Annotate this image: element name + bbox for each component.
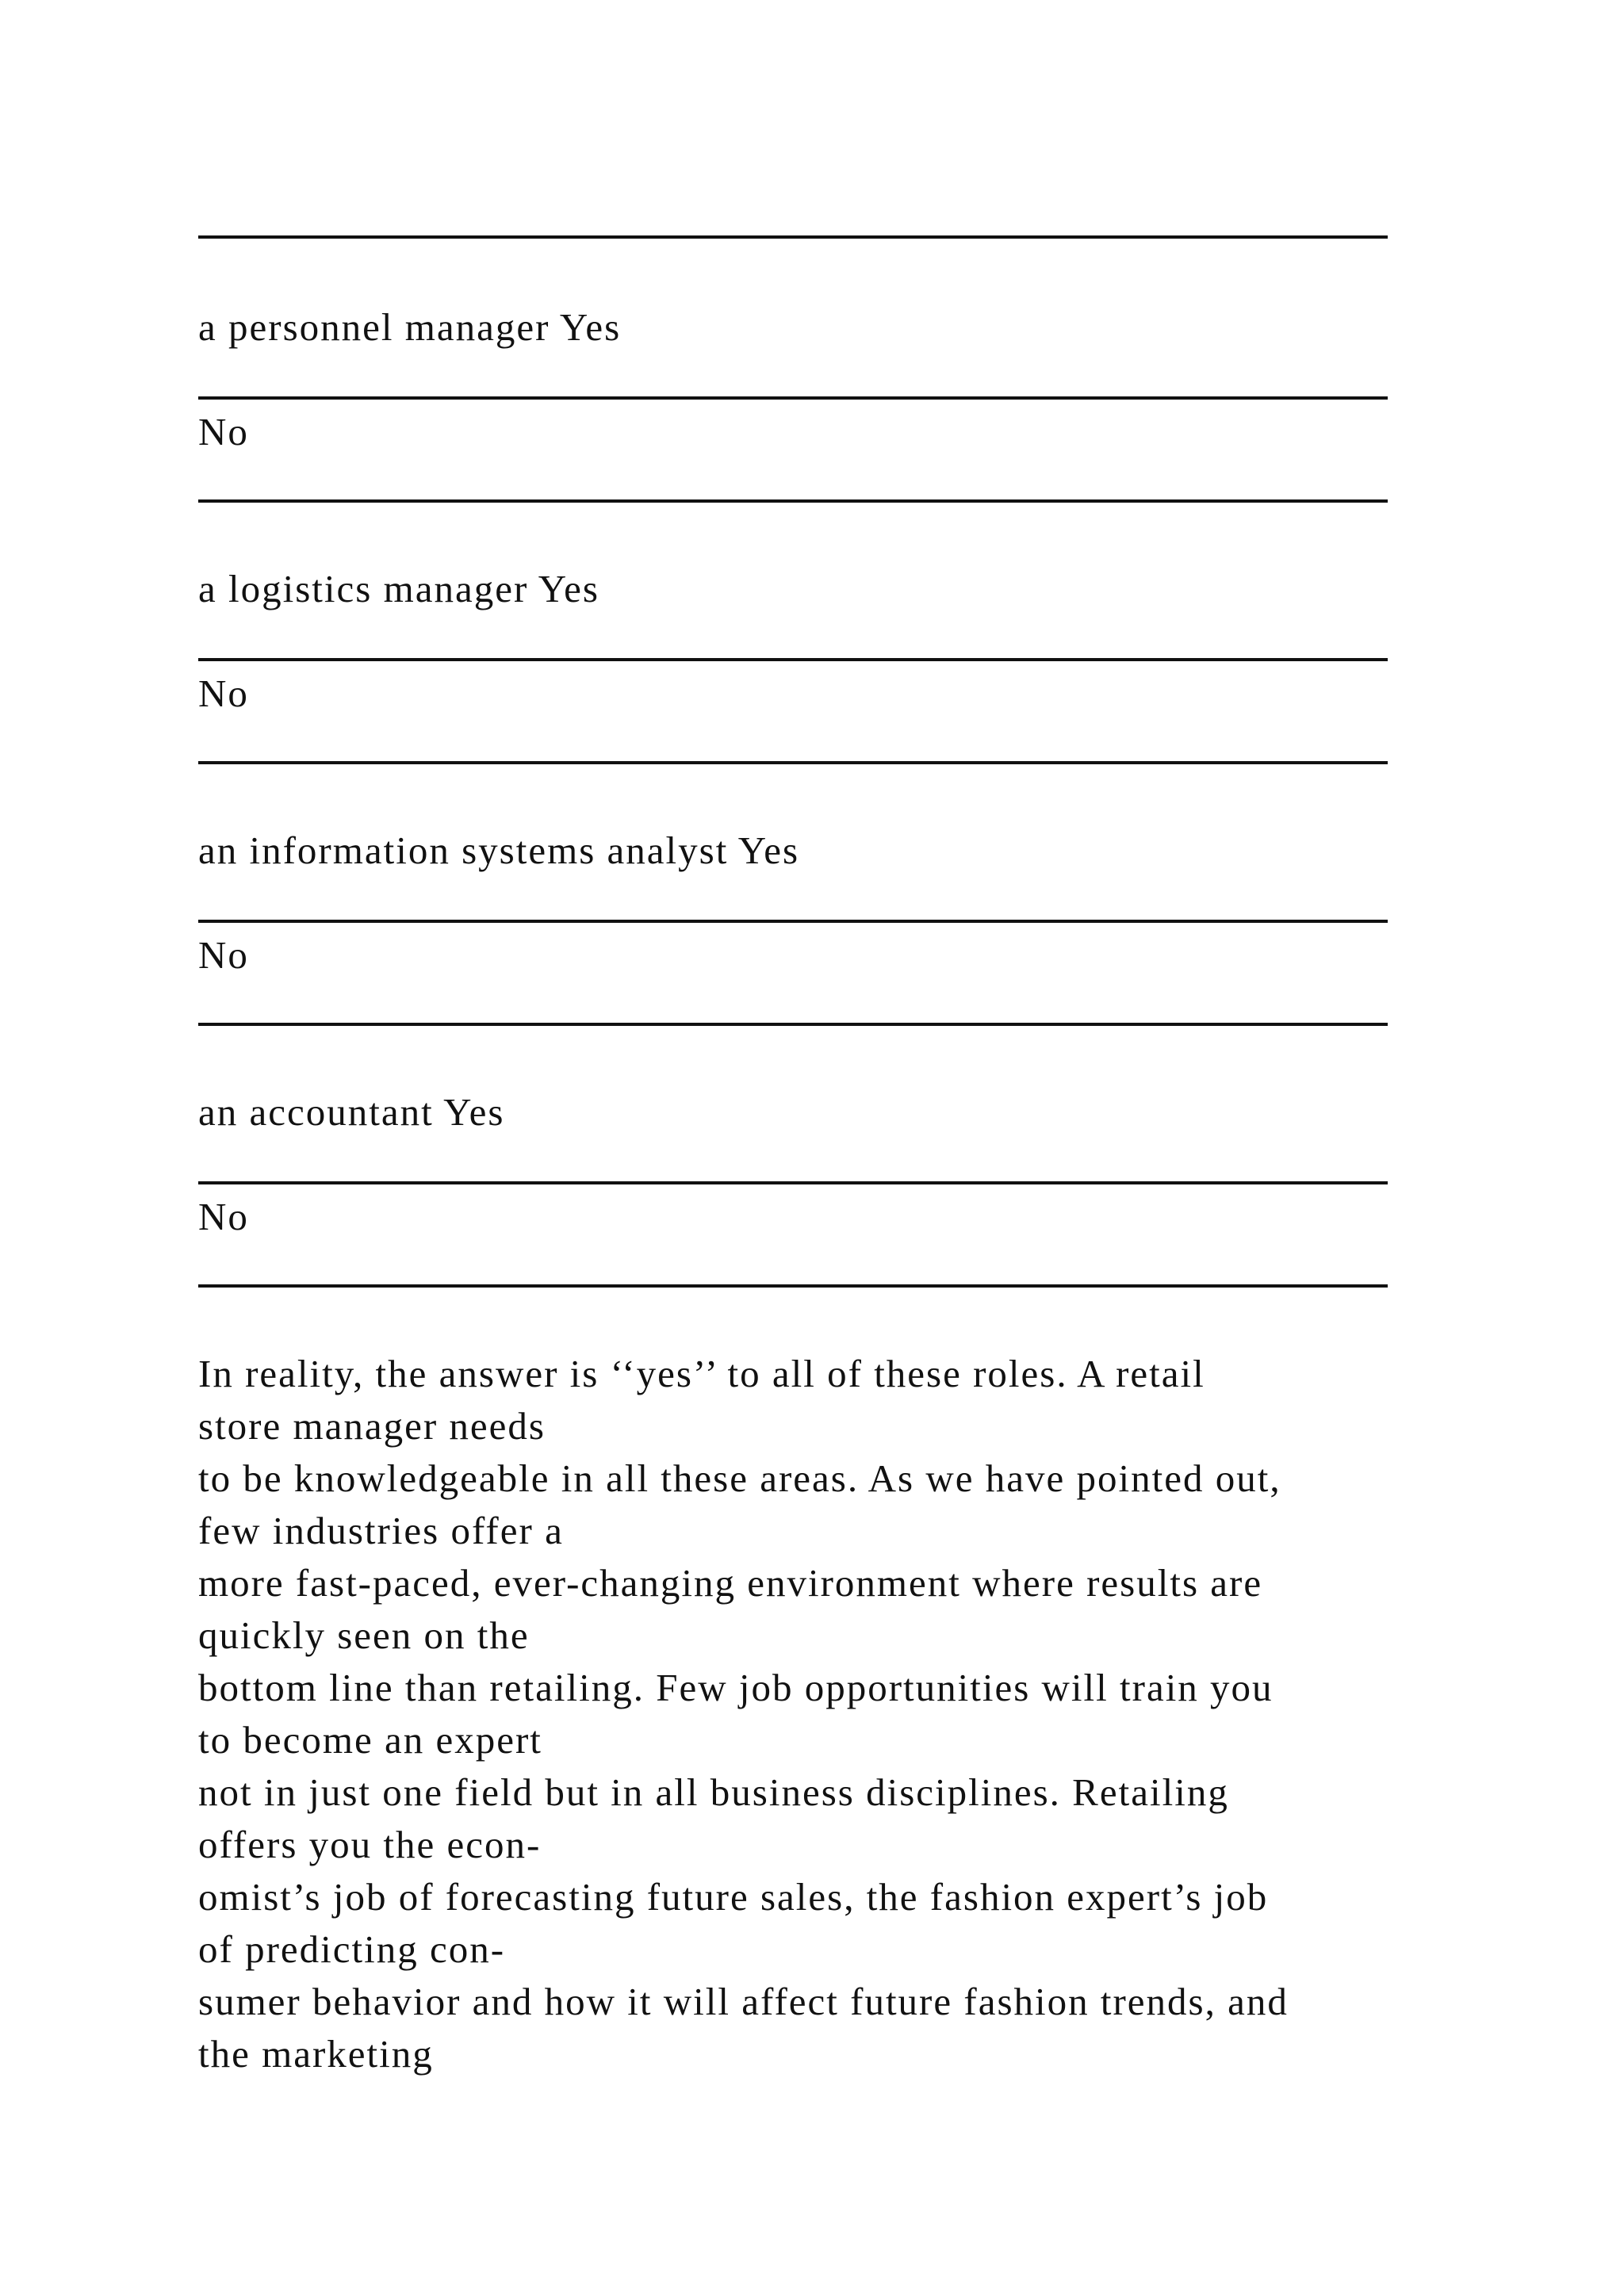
paragraph-line: In reality, the answer is ‘‘yes’’ to all of these roles. A retail bbox=[198, 1352, 1205, 1395]
answer-blank-line bbox=[198, 235, 1388, 239]
paragraph-line: quickly seen on the bbox=[198, 1613, 530, 1657]
answer-blank-line bbox=[198, 761, 1388, 764]
question-personnel-manager: a personnel manager Yes bbox=[198, 305, 622, 349]
answer-blank-line bbox=[198, 658, 1388, 661]
paragraph-line: to become an expert bbox=[198, 1718, 542, 1762]
option-no: No bbox=[198, 672, 249, 715]
paragraph-line: few industries offer a bbox=[198, 1509, 564, 1552]
paragraph-line: to be knowledgeable in all these areas. As we have pointed out, bbox=[198, 1456, 1281, 1500]
option-no: No bbox=[198, 410, 249, 453]
paragraph-line: offers you the econ- bbox=[198, 1823, 542, 1866]
paragraph-line: the marketing bbox=[198, 2032, 434, 2076]
question-information-systems-analyst: an information systems analyst Yes bbox=[198, 828, 800, 872]
paragraph-line: store manager needs bbox=[198, 1404, 546, 1448]
option-no: No bbox=[198, 933, 249, 977]
answer-blank-line bbox=[198, 499, 1388, 503]
answer-blank-line bbox=[198, 1023, 1388, 1026]
question-accountant: an accountant Yes bbox=[198, 1090, 505, 1134]
paragraph-line: not in just one field but in all business disciplines. Retailing bbox=[198, 1770, 1229, 1814]
option-no: No bbox=[198, 1195, 249, 1238]
question-logistics-manager: a logistics manager Yes bbox=[198, 567, 599, 610]
paragraph-line: sumer behavior and how it will affect future fashion trends, and bbox=[198, 1980, 1289, 2023]
answer-blank-line bbox=[198, 920, 1388, 923]
answer-blank-line bbox=[198, 1181, 1388, 1184]
paragraph-line: omist’s job of forecasting future sales, the fashion expert’s job bbox=[198, 1875, 1269, 1919]
paragraph-line: bottom line than retailing. Few job opportunities will train you bbox=[198, 1666, 1274, 1709]
answer-blank-line bbox=[198, 1284, 1388, 1288]
answer-blank-line bbox=[198, 396, 1388, 400]
paragraph-line: of predicting con- bbox=[198, 1927, 506, 1971]
paragraph-line: more fast-paced, ever-changing environment where results are bbox=[198, 1561, 1263, 1605]
